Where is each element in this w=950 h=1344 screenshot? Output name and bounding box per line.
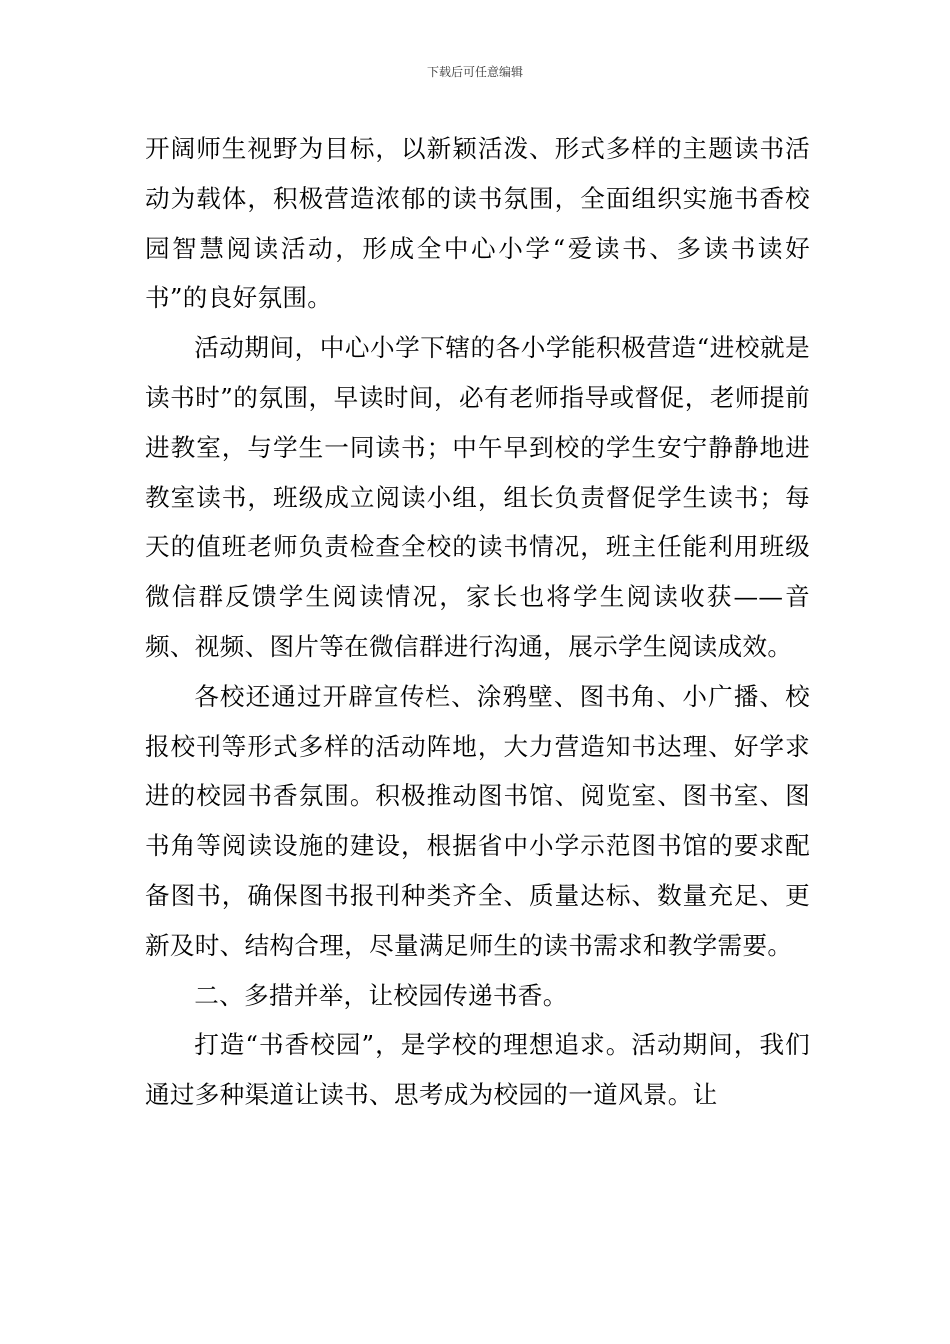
page-header: 下载后可任意编辑 <box>426 65 523 79</box>
paragraph-5: 打造“书香校园”，是学校的理想追求。活动期间，我们通过多种渠道让读书、思考成为校园的一道风景。让 <box>145 1030 810 1110</box>
paragraph-2: 活动期间，中心小学下辖的各小学能积极营造“进校就是读书时”的氛围，早读时间，必有老师指导或督促，老师提前进教室，与学生一同读书；中午早到校的学生安宁静静地进教室读书，班级成立阅读小组，组长负责督促学生读书；每天的值班老师负责检查全校的读书情况，班主任能利用班级微信群反馈学生阅读情况，家长也将学生阅读收获——音频、视频、图片等在微信群进行沟通，展示学生阅读成效。 <box>145 333 810 661</box>
document-body <box>145 124 810 1120</box>
paragraph-3: 各校还通过开辟宣传栏、涂鸦壁、图书角、小广播、校报校刊等形式多样的活动阵地，大力营造知书达理、好学求进的校园书香氛围。积极推动图书馆、阅览室、图书室、图书角等阅读设施的建设，根据省中小学示范图书馆的要求配备图书，确保图书报刊种类齐全、质量达标、数量充足、更新及时、结构合理，尽量满足师生的读书需求和教学需要。 <box>145 681 810 960</box>
paragraph-1: 开阔师生视野为目标，以新颖活泼、形式多样的主题读书活动为载体，积极营造浓郁的读书氛围，全面组织实施书香校园智慧阅读活动，形成全中心小学“爱读书、多读书读好书”的良好氛围。 <box>145 134 810 313</box>
section-heading: 二、多措并举，让校园传递书香。 <box>194 980 568 1010</box>
